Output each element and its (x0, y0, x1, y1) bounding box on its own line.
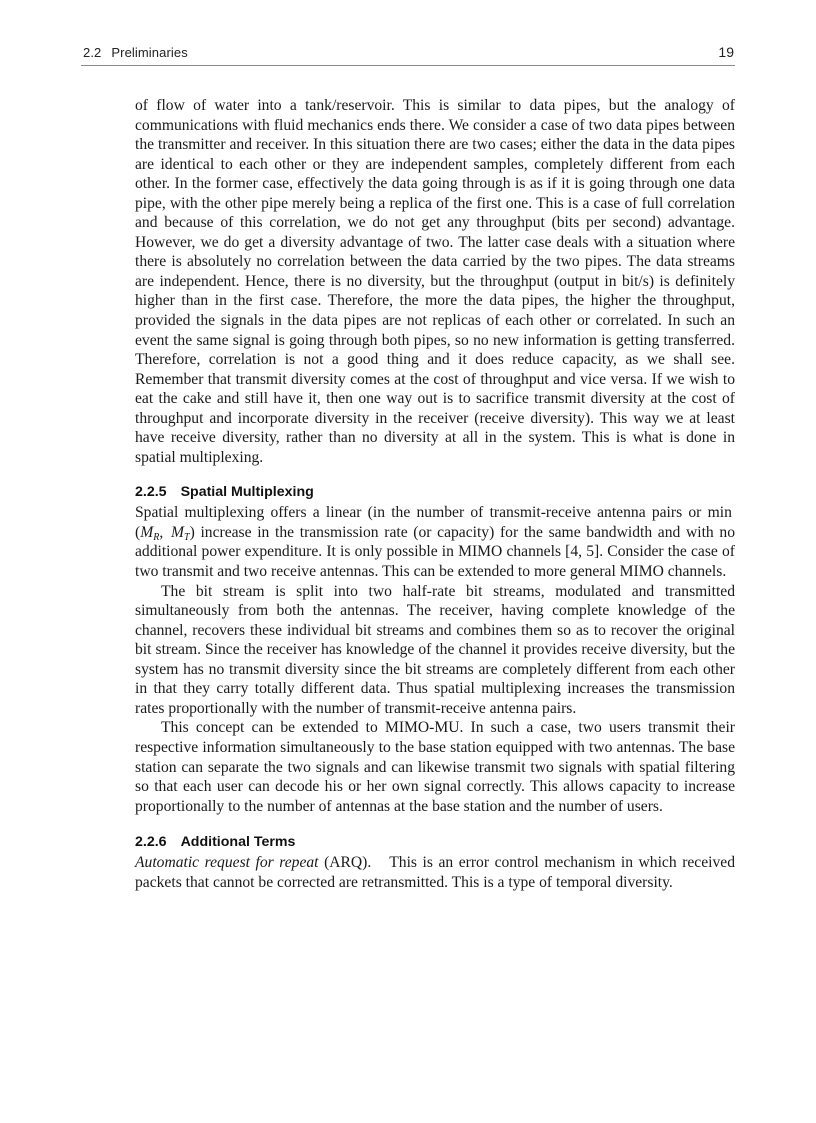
math-subscript-t: T (184, 531, 190, 543)
paragraph-arq-definition (135, 853, 735, 892)
page-body (135, 96, 735, 892)
paragraph-bit-stream: The bit stream is split into two half-rate bit streams, modulated and transmitted simultaneously from both the antennas. The receiver, having complete knowledge of the channel, recovers these individual bit streams and combines them so as to recover the original bit stream. Since the receiver has knowledge of the channel it provides receive diversity, but the system has no transmit diversity since the bit streams are completely different from each other in that they carry totally different data. Thus spatial multiplexing increases the transmission rates proportionally with the number of transmit-receive antenna pairs. (135, 582, 735, 717)
paragraph-continued: of flow of water into a tank/reservoir. This is similar to data pipes, but the analogy of communications with fluid mechanics ends there. We consider a case of two data pipes between the transmitter and receiver. In this situation there are two cases; either the data in the data pipes are identical to each other or they are independent samples, completely different from each other. In the former case, effectively the data going through is as if it is going through one data pipe, with the other pipe merely being a replica of the first one. This is a case of full correlation and because of this correlation, we do not get any throughput (bits per second) advantage. However, we do get a diversity advantage of two. The latter case deals with a situation where there is absolutely no correlation between the data carried by the two pipes. The data streams are independent. Hence, there is no diversity, but the throughput (output in bit/s) is definitely higher than in the first case. Therefore, the more the data pipes, the higher the throughput, provided the signals in the data pipes are not replicas of each other or correlated. In such an event the same signal is going through both pipes, so no new information is getting transferred. Therefore, correlation is not a good thing and it does reduce capacity, as we shall see. Remember that transmit diversity comes at the cost of throughput and vice versa. If we wish to eat the cake and still have it, then one way out is to sacrifice transmit diversity at the cost of throughput and incorporate diversity in the receiver (receive diversity). This way we at least have receive diversity, rather than no diversity at all in the system. This is what is done in spatial multiplexing. (135, 97, 735, 466)
section-number: 2.2.5 (135, 484, 167, 501)
section-heading-spatial-multiplexing (135, 482, 735, 502)
section-title: Additional Terms (180, 834, 296, 851)
math-min-mr-mt (140, 524, 189, 541)
section-number: 2.2.6 (135, 834, 167, 851)
term-abbreviation: (ARQ). (324, 854, 372, 872)
term-arq: Automatic request for repeat (135, 854, 319, 872)
running-head-section-number: 2.2 (83, 45, 102, 60)
page-number: 19 (718, 44, 734, 60)
text-run: ) increase in the transmission rate (or capacity) for the same bandwidth and with no additional power expenditure. It is only possible in MIMO channels [4, 5]. Consider the case of two transmit and two receive antennas. This can be extended to more general MIMO channels. (135, 523, 735, 581)
math-var-m: M (171, 523, 185, 541)
math-subscript-r: R (153, 531, 160, 543)
math-separator: , (159, 523, 172, 541)
term-definition: This is an error control mechanism in which received packets that cannot be corrected are retransmitted. This is a type of temporal diversity. (135, 854, 735, 891)
paragraph-spatial-multiplexing-intro (135, 503, 735, 581)
paragraph-mimo-mu: This concept can be extended to MIMO-MU. In such a case, two users transmit their respective information simultaneously to the base station equipped with two antennas. The base station can separate the two signals and can likewise transmit two signals with spatial filtering so that each user can decode his or her own signal correctly. This allows capacity to increase proportionally to the number of antennas at the base station and the number of users. (135, 719, 735, 815)
text-run: Spatial multiplexing offers a linear (in the number of transmit-receive antenna pairs or min ( (135, 504, 735, 541)
running-head-section (83, 45, 188, 60)
running-head-section-title: Preliminaries (111, 45, 188, 60)
math-var-m: M (140, 523, 154, 541)
section-title: Spatial Multiplexing (180, 484, 314, 501)
section-heading-additional-terms (135, 832, 735, 852)
running-head (81, 45, 735, 66)
